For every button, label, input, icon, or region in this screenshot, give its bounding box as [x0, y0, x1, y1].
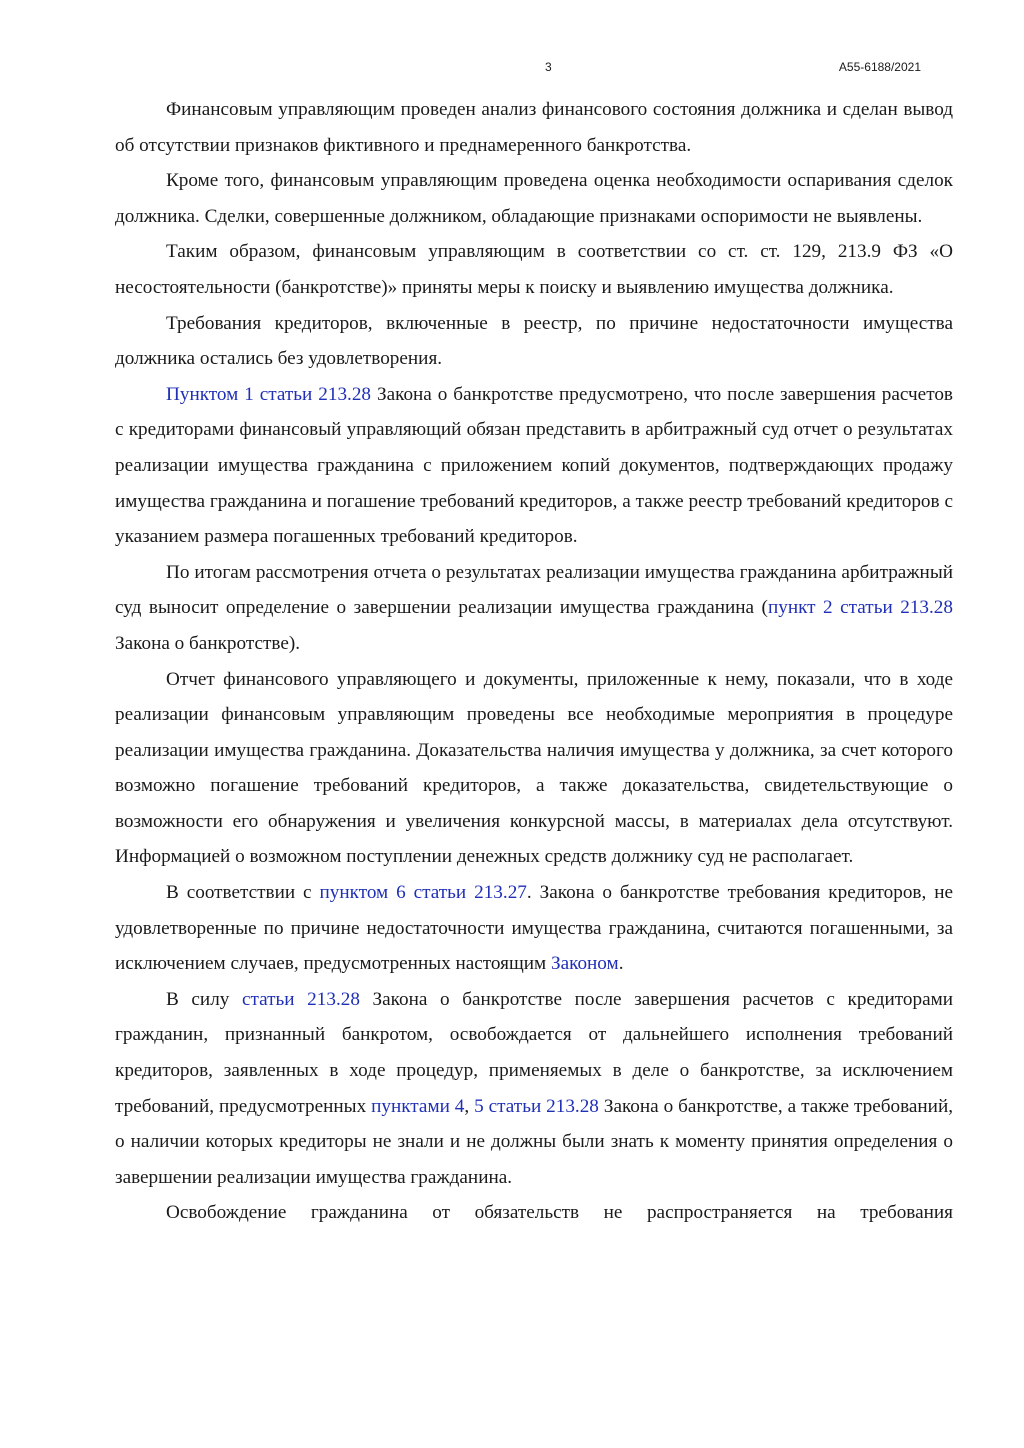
document-body	[115, 92, 953, 1231]
paragraph-text: Закона о банкротстве, а также требований, о наличии которых кредиторы не знали и не должны были знать к моменту принятия определения о завершении реализации имущества гражданина.	[115, 1095, 954, 1188]
law-reference-link[interactable]: 5 статьи 213.28	[474, 1095, 599, 1117]
paragraph-text: .	[618, 953, 624, 975]
paragraph-text: Закона о банкротстве после завершения расчетов с кредиторами гражданин, признанный банкротом, освобождается от дальнейшего исполнения требований кредиторов, заявленных в ходе процедур, применяемых в деле о банкротстве, за исключением требований, предусмотренных	[115, 988, 954, 1117]
paragraph	[115, 662, 953, 876]
paragraph-text: В соответствии с	[166, 882, 320, 904]
law-reference-link[interactable]: Пунктом 1 статьи 213.28	[166, 383, 372, 405]
paragraph	[115, 982, 953, 1196]
page-number: 3	[545, 60, 552, 74]
law-reference-link[interactable]: статьи 213.28	[241, 988, 360, 1010]
law-reference-link[interactable]: пунктами 4	[371, 1095, 465, 1117]
paragraph-text: . Закона о банкротстве требования кредиторов, не удовлетворенные по причине недостаточности имущества гражданина, считаются погашенными, за исключением случаев, предусмотренных настоящим	[115, 882, 953, 975]
paragraph	[115, 555, 953, 662]
paragraph	[115, 234, 953, 305]
paragraph-text: Освобождение гражданина от обязательств не распространяется на требования	[166, 1202, 953, 1224]
paragraph-text: Закона о банкротстве предусмотрено, что после завершения расчетов с кредиторами финансовый управляющий обязан представить в арбитражный суд отчет о результатах реализации имущества гражданина с приложением копий документов, подтверждающих продажу имущества гражданина и погашение требований кредиторов, а также реестр требований кредиторов с указанием размера погашенных требований кредиторов.	[115, 383, 953, 548]
paragraph	[115, 1195, 953, 1231]
paragraph-text: Закона о банкротстве).	[115, 632, 301, 654]
paragraph-text: Требования кредиторов, включенные в реестр, по причине недостаточности имущества должника остались без удовлетворения.	[115, 312, 953, 370]
law-reference-link[interactable]: пункт 2 статьи 213.28	[767, 597, 953, 619]
law-reference-link[interactable]: Законом	[550, 953, 619, 975]
paragraph	[115, 163, 953, 234]
paragraph	[115, 306, 953, 377]
paragraph-text: В силу	[166, 988, 242, 1010]
paragraph-text: Кроме того, финансовым управляющим проведена оценка необходимости оспаривания сделок должника. Сделки, совершенные должником, обладающие признаками оспоримости не выявлены.	[115, 170, 953, 227]
paragraph	[115, 875, 953, 982]
paragraph-text: Таким образом, финансовым управляющим в соответствии со ст. ст. 129, 213.9 ФЗ «О несостоятельности (банкротстве)» приняты меры к поиску и выявлению имущества должника.	[115, 241, 953, 298]
case-number: А55-6188/2021	[838, 60, 921, 74]
paragraph	[115, 92, 953, 163]
page-header	[0, 60, 1024, 80]
paragraph-text: ,	[464, 1095, 475, 1117]
law-reference-link[interactable]: пунктом 6 статьи 213.27	[319, 882, 527, 904]
paragraph-text: Отчет финансового управляющего и документы, приложенные к нему, показали, что в ходе реализации финансовым управляющим проведены все необходимые мероприятия в процедуре реализации имущества гражданина. Доказательства наличия имущества у должника, за счет которого возможно погашение требований кредиторов, а также доказательства, свидетельствующие о возможности его обнаружения и увеличения конкурсной массы, в материалах дела отсутствуют. Информацией о возможном поступлении денежных средств должнику суд не располагает.	[115, 668, 953, 868]
paragraph	[115, 377, 953, 555]
paragraph-text: Финансовым управляющим проведен анализ финансового состояния должника и сделан вывод об отсутствии признаков фиктивного и преднамеренного банкротства.	[115, 99, 953, 156]
paragraph-text: По итогам рассмотрения отчета о результатах реализации имущества гражданина арбитражный суд выносит определение о завершении реализации имущества гражданина (	[115, 561, 953, 619]
